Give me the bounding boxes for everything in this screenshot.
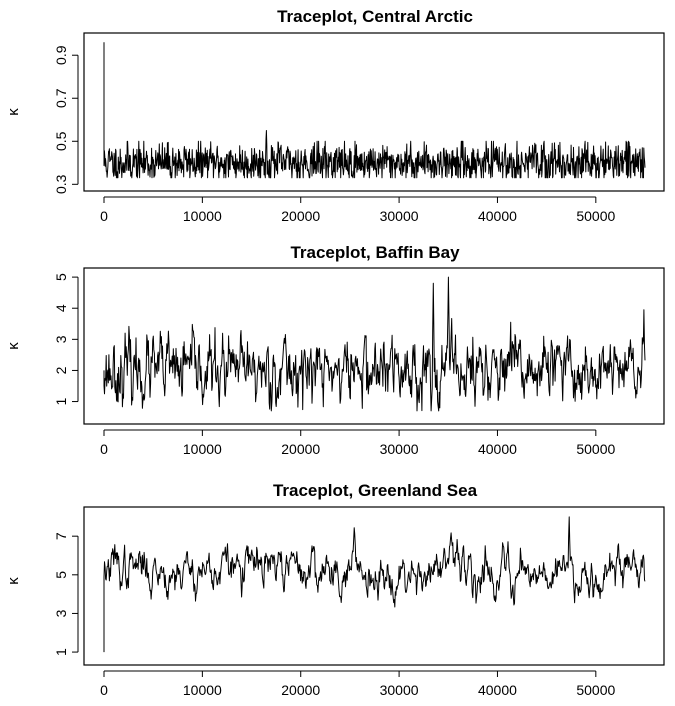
x-tick-label: 30000	[379, 208, 419, 224]
x-tick-label: 0	[100, 208, 108, 224]
trace-series	[104, 277, 645, 411]
x-tick-label: 30000	[379, 441, 419, 457]
y-axis-label: κ	[5, 108, 22, 116]
trace-line	[104, 277, 645, 411]
axis-ticks	[53, 532, 615, 698]
y-tick-label: 0.9	[53, 45, 69, 65]
plot-frame	[84, 268, 664, 424]
x-tick-label: 50000	[576, 441, 616, 457]
y-tick-label: 5	[53, 273, 69, 282]
x-tick-label: 50000	[576, 682, 616, 698]
y-tick-label: 1	[53, 397, 69, 406]
traceplot-panel-baffin-bay	[5, 243, 664, 457]
x-tick-label: 40000	[477, 208, 517, 224]
y-tick-label: 1	[53, 648, 69, 656]
y-tick-label: 3	[53, 609, 69, 618]
x-tick-label: 20000	[281, 208, 321, 224]
traceplot-panel-central-arctic	[5, 7, 664, 224]
x-tick-label: 10000	[182, 441, 222, 457]
x-tick-label: 30000	[379, 682, 419, 698]
x-tick-label: 40000	[477, 682, 517, 698]
traceplot-panel-greenland-sea	[5, 481, 664, 698]
y-tick-label: 4	[53, 304, 69, 313]
x-tick-label: 40000	[477, 441, 517, 457]
y-tick-label: 0.3	[53, 174, 69, 195]
y-axis-label: κ	[5, 577, 22, 585]
x-tick-label: 0	[100, 682, 108, 698]
y-tick-label: 2	[53, 366, 69, 375]
y-tick-label: 7	[53, 532, 69, 541]
panel-title: Traceplot, Baffin Bay	[290, 243, 460, 262]
y-tick-label: 0.5	[53, 131, 69, 152]
x-tick-label: 50000	[576, 208, 616, 224]
y-tick-label: 0.7	[53, 88, 69, 108]
y-tick-label: 3	[53, 335, 69, 344]
x-tick-label: 10000	[182, 682, 222, 698]
trace-series	[104, 517, 645, 652]
panel-title: Traceplot, Greenland Sea	[272, 481, 478, 500]
x-tick-label: 20000	[281, 441, 321, 457]
trace-line	[104, 517, 645, 652]
trace-series	[104, 42, 645, 178]
y-axis-label: κ	[5, 342, 22, 350]
axis-ticks	[53, 45, 615, 224]
trace-line	[104, 42, 645, 178]
y-tick-label: 5	[53, 570, 69, 579]
x-tick-label: 20000	[281, 682, 321, 698]
x-tick-label: 10000	[182, 208, 222, 224]
x-tick-label: 0	[100, 441, 108, 457]
panel-title: Traceplot, Central Arctic	[277, 7, 473, 26]
